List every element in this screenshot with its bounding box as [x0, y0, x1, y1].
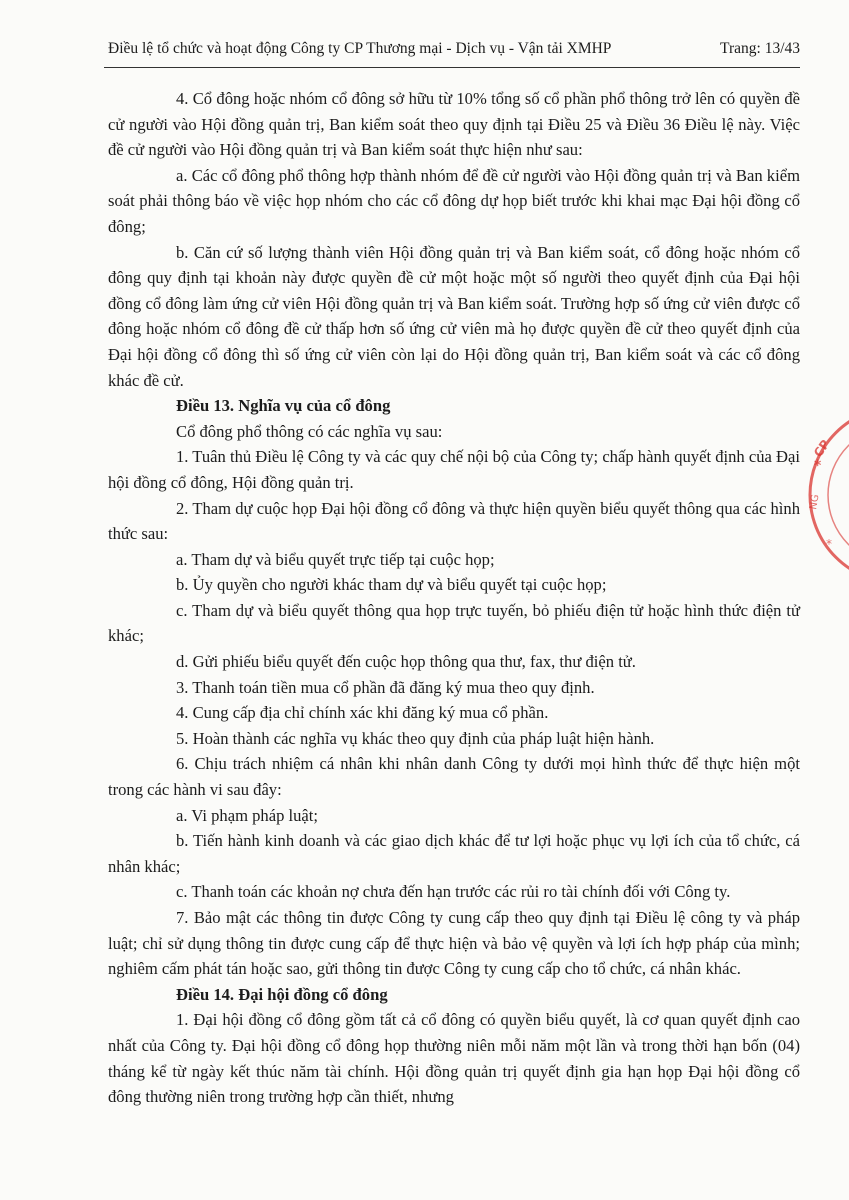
paragraph: d. Gửi phiếu biểu quyết đến cuộc họp thông qua thư, fax, thư điện tử. [176, 652, 636, 672]
paragraph: 2. Tham dự cuộc họp Đại hội đồng cổ đông và thực hiện quyền biểu quyết thông qua các hình thức sau: [108, 498, 800, 544]
svg-text:*: * [814, 458, 822, 474]
page-number: Trang: 13/43 [720, 40, 800, 57]
paragraph: b. Ủy quyền cho người khác tham dự và biểu quyết tại cuộc họp; [176, 575, 607, 595]
paragraph: 7. Bảo mật các thông tin được Công ty cung cấp theo quy định tại Điều lệ công ty và pháp luật; chỉ sử dụng thông tin được cung cấp để thực hiện và bảo vệ quyền và lợi ích hợp pháp của mình; nghiêm cấm phát tán hoặc sao, gửi thông tin được Công ty cung cấp cho tổ chức, cá nhân khác. [108, 908, 800, 979]
paragraph: a. Các cổ đông phổ thông hợp thành nhóm để đề cử người vào Hội đồng quản trị và Ban kiểm soát phải thông báo về việc họp nhóm cho các cổ đông dự họp biết trước khi khai mạc Đại hội đồng cổ đông; [108, 165, 800, 236]
paragraph: 6. Chịu trách nhiệm cá nhân khi nhân danh Công ty dưới mọi hình thức để thực hiện một trong các hành vi sau đây: [108, 754, 800, 800]
paragraph: Cổ đông phổ thông có các nghĩa vụ sau: [176, 421, 443, 441]
svg-text:NG: NG [808, 493, 822, 511]
paragraph: a. Vi phạm pháp luật; [176, 805, 319, 825]
paragraph: 1. Đại hội đồng cổ đông gồm tất cả cổ đông có quyền biểu quyết, là cơ quan quyết định cao nhất của Công ty. Đại hội đồng cổ đông họp thường niên mỗi năm một lần và trong thời hạn bốn (04) tháng kể từ ngày kết thúc năm tài chính. Hội đồng quản trị quyết định gia hạn họp Đại hội đồng cổ đông thường niên trong trường hợp cần thiết, nhưng [108, 1010, 800, 1107]
paragraph: 3. Thanh toán tiền mua cổ phần đã đăng ký mua theo quy định. [176, 677, 595, 697]
paragraph: 1. Tuân thủ Điều lệ Công ty và các quy chế nội bộ của Công ty; chấp hành quyết định của Đại hội đồng cổ đông, Hội đồng quản trị. [108, 447, 800, 492]
paragraph: b. Tiến hành kinh doanh và các giao dịch khác để tư lợi hoặc phục vụ lợi ích của tổ chức, cá nhân khác; [108, 831, 800, 876]
svg-text:CP: CP [810, 437, 833, 460]
paragraph: c. Thanh toán các khoản nợ chưa đến hạn trước các rủi ro tài chính đối với Công ty. [176, 882, 731, 902]
header-rule [104, 67, 800, 68]
document-body [108, 86, 800, 1110]
company-seal-stamp [806, 400, 849, 590]
paragraph: c. Tham dự và biểu quyết thông qua họp trực tuyến, bỏ phiếu điện tử hoặc hình thức điện tử khác; [108, 600, 800, 646]
paragraph: 4. Cổ đông hoặc nhóm cổ đông sở hữu từ 10% tổng số cổ phần phổ thông trở lên có quyền đề cử người vào Hội đồng quản trị, Ban kiểm soát theo quy định tại Điều 25 và Điều 36 Điều lệ này. Việc đề cử người vào Hội đồng quản trị và Ban kiểm soát thực hiện như sau: [108, 89, 800, 160]
section-heading: Điều 13. Nghĩa vụ của cổ đông [176, 396, 391, 416]
paragraph: 4. Cung cấp địa chỉ chính xác khi đăng ký mua cổ phần. [176, 703, 549, 723]
paragraph: a. Tham dự và biểu quyết trực tiếp tại cuộc họp; [176, 549, 495, 569]
paragraph: 5. Hoàn thành các nghĩa vụ khác theo quy định của pháp luật hiện hành. [176, 728, 655, 748]
svg-text:*: * [826, 537, 832, 551]
document-title: Điều lệ tổ chức và hoạt động Công ty CP Thương mại - Dịch vụ - Vận tải XMHP [108, 40, 612, 57]
paragraph: b. Căn cứ số lượng thành viên Hội đồng quản trị và Ban kiểm soát, cổ đông hoặc nhóm cổ đông quy định tại khoản này được quyền đề cử một hoặc một số người theo quyết định của Đại hội đồng cổ đông làm ứng cử viên Hội đồng quản trị và Ban kiểm soát. Trường hợp số ứng cử viên được cổ đông hoặc nhóm cổ đông đề cử thấp hơn số ứng cử viên mà họ được quyền đề cử theo quyết định của Đại hội đồng cổ đông thì số ứng cử viên còn lại do Hội đồng quản trị, Ban kiểm soát và các cổ đông khác đề cử. [108, 242, 800, 390]
section-heading: Điều 14. Đại hội đồng cổ đông [176, 984, 388, 1004]
